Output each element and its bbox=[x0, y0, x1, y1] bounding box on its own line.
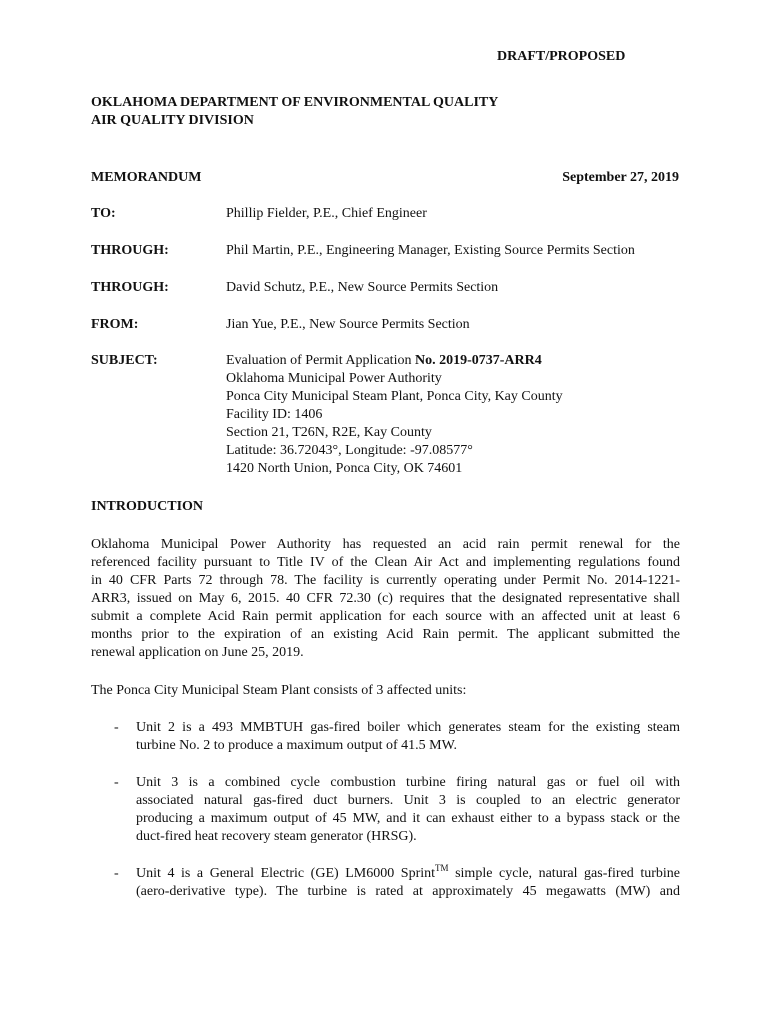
subject-number: No. 2019-0737-ARR4 bbox=[414, 353, 542, 368]
subject-line: Ponca City Municipal Steam Plant, Ponca City, Kay County bbox=[226, 389, 563, 404]
subject-block bbox=[226, 352, 563, 478]
bullet-line: (aero-derivative type). The turbine is rated at approximately 45 megawatts (MW) and bbox=[136, 884, 680, 899]
bullet-line: turbine No. 2 to produce a maximum output of 41.5 MW. bbox=[136, 738, 458, 753]
intro-paragraph-2: The Ponca City Municipal Steam Plant consists of 3 affected units: bbox=[91, 683, 467, 698]
unit4-item bbox=[136, 865, 680, 901]
subject-line: 1420 North Union, Ponca City, OK 74601 bbox=[226, 461, 463, 476]
bullet-line: Unit 3 is a combined cycle combustion turbine firing natural gas or fuel oil with bbox=[136, 775, 680, 790]
subject-line: Facility ID: 1406 bbox=[226, 407, 323, 422]
agency-name: OKLAHOMA DEPARTMENT OF ENVIRONMENTAL QUALITY bbox=[91, 95, 499, 110]
through2-value: David Schutz, P.E., New Source Permits Section bbox=[226, 280, 499, 295]
through1-label: THROUGH: bbox=[91, 243, 169, 258]
subject-line: Section 21, T26N, R2E, Kay County bbox=[226, 425, 432, 440]
intro-paragraph-1 bbox=[91, 536, 680, 662]
draft-label: DRAFT/PROPOSED bbox=[497, 49, 626, 64]
bullet-dash: - bbox=[114, 720, 119, 735]
unit4-text-a: Unit 4 is a General Electric (GE) LM6000 Sprint bbox=[136, 866, 436, 881]
paragraph-line: ARR3, issued on May 6, 2015. 40 CFR 72.30 (c) requires that the designated representative shall bbox=[91, 591, 680, 606]
introduction-heading: INTRODUCTION bbox=[91, 499, 204, 514]
bullet-line: associated natural gas-fired duct burners. Unit 3 is coupled to an electric generator bbox=[136, 793, 680, 808]
bullet-dash: - bbox=[114, 866, 119, 881]
paragraph-line: Oklahoma Municipal Power Authority has requested an acid rain permit renewal for the bbox=[91, 537, 680, 552]
unit4-text-b: simple cycle, natural gas-fired turbine bbox=[448, 866, 681, 881]
to-label: TO: bbox=[91, 206, 116, 221]
bullet-line: producing a maximum output of 45 MW, and it can exhaust either to a bypass stack or the bbox=[136, 811, 680, 826]
bullet-line: duct-fired heat recovery steam generator (HRSG). bbox=[136, 829, 417, 844]
subject-line: Latitude: 36.72043°, Longitude: -97.08577° bbox=[226, 443, 473, 458]
trademark-sup: TM bbox=[435, 863, 449, 873]
unit2-item bbox=[136, 719, 680, 755]
from-label: FROM: bbox=[91, 317, 139, 332]
unit3-item bbox=[136, 774, 680, 846]
paragraph-line: renewal application on June 25, 2019. bbox=[91, 645, 304, 660]
paragraph-line: in 40 CFR Parts 72 through 78. The facility is currently operating under Permit No. 2014-1221- bbox=[91, 573, 680, 588]
agency-block bbox=[91, 94, 498, 130]
bullet-line: Unit 2 is a 493 MMBTUH gas-fired boiler which generates steam for the existing steam bbox=[136, 720, 680, 735]
through1-value: Phil Martin, P.E., Engineering Manager, Existing Source Permits Section bbox=[226, 243, 635, 258]
paragraph-line: referenced facility pursuant to Title IV of the Clean Air Act and implementing regulations found bbox=[91, 555, 680, 570]
subject-prefix: Evaluation of Permit Application bbox=[226, 353, 415, 368]
division-name: AIR QUALITY DIVISION bbox=[91, 113, 254, 128]
through2-label: THROUGH: bbox=[91, 280, 169, 295]
memo-title: MEMORANDUM bbox=[91, 170, 202, 185]
subject-line: Oklahoma Municipal Power Authority bbox=[226, 371, 442, 386]
to-value: Phillip Fielder, P.E., Chief Engineer bbox=[226, 206, 427, 221]
memo-date: September 27, 2019 bbox=[562, 170, 679, 185]
bullet-line bbox=[136, 865, 680, 883]
subject-label: SUBJECT: bbox=[91, 353, 158, 368]
paragraph-line: months prior to the expiration of an existing Acid Rain permit. The applicant submitted the bbox=[91, 627, 680, 642]
bullet-dash: - bbox=[114, 775, 119, 790]
paragraph-line: submit a complete Acid Rain permit application for each source with an affected unit at least 6 bbox=[91, 609, 680, 624]
from-value: Jian Yue, P.E., New Source Permits Section bbox=[226, 317, 470, 332]
subject-line-1 bbox=[226, 352, 563, 370]
